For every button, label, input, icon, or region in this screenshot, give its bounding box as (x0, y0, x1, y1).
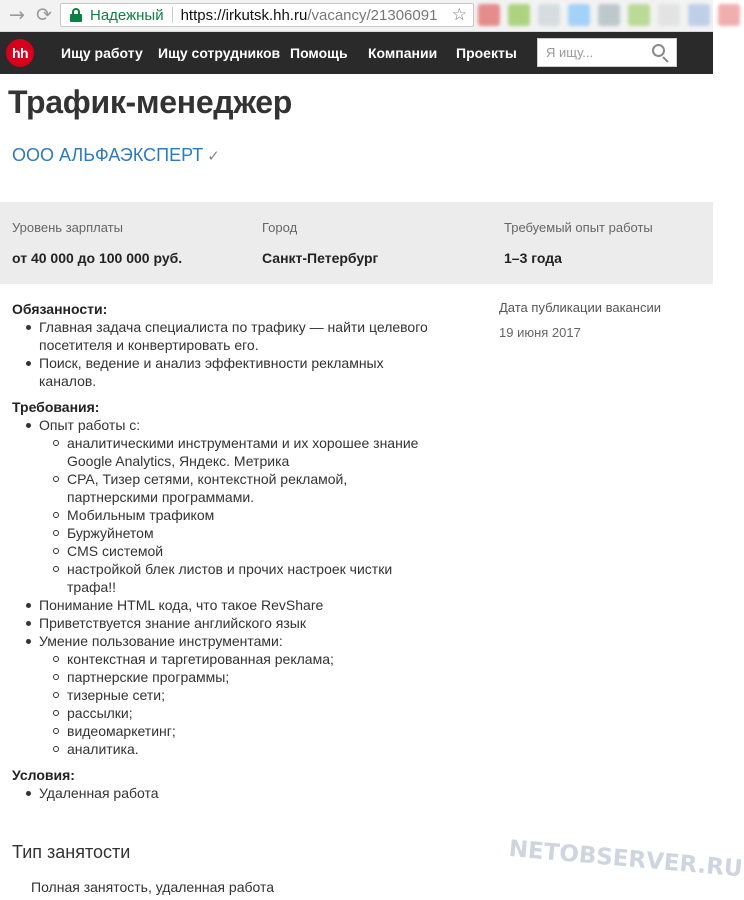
publication-date: 19 июня 2017 (499, 325, 581, 340)
requirements-list (12, 416, 432, 758)
vacancy-info-band (0, 202, 713, 284)
reload-icon[interactable]: ⟳ (36, 4, 52, 26)
site-header (0, 32, 713, 74)
list-item (12, 416, 432, 596)
extension-icon[interactable] (568, 4, 590, 26)
city-label: Город (262, 220, 298, 235)
salary-label: Уровень зарплаты (12, 220, 123, 235)
sublist-item: Буржуйнетом (39, 524, 432, 542)
address-bar[interactable] (60, 3, 474, 27)
sublist-item: Мобильным трафиком (39, 506, 432, 524)
experience-sublist (39, 434, 432, 596)
conditions-heading: Условия: (12, 767, 75, 783)
sublist-item: аналитическими инструментами и их хорошее знание Google Analytics, Яндекс. Метрика (39, 434, 432, 470)
extension-icon[interactable] (688, 4, 710, 26)
experience-block (504, 220, 653, 266)
extension-icon[interactable] (658, 4, 680, 26)
menu-item-companies[interactable]: Компании (368, 45, 438, 61)
menu-item-find-job[interactable]: Ищу работу (61, 45, 143, 61)
extension-icon[interactable] (538, 4, 560, 26)
list-item-text: Опыт работы с: (39, 417, 141, 433)
list-item: Удаленная работа (12, 784, 432, 802)
list-item (12, 632, 432, 758)
requirements-heading: Требования: (12, 399, 100, 415)
search-input[interactable] (546, 45, 656, 60)
company-link[interactable] (12, 145, 220, 166)
menu-item-find-employees[interactable]: Ищу сотрудников (158, 45, 281, 61)
search-icon[interactable] (652, 44, 670, 62)
publication-info (499, 300, 661, 340)
browser-toolbar (0, 0, 713, 32)
url-path: /vacancy/21306091 (307, 6, 438, 24)
sublist-item: CPA, Тизер сетями, контекстной рекламой, партнерскими программами. (39, 470, 432, 506)
salary-value: от 40 000 до 100 000 руб. (12, 250, 183, 266)
sublist-item: тизерные сети; (39, 686, 432, 704)
back-arrow-icon[interactable]: → (9, 4, 25, 26)
sublist-item: CMS системой (39, 542, 432, 560)
sublist-item: контекстная и таргетированная реклама; (39, 650, 432, 668)
menu-item-projects[interactable]: Проекты (456, 45, 517, 61)
conditions-list (12, 784, 432, 802)
verified-check-icon: ✓ (207, 147, 220, 165)
experience-label: Требуемый опыт работы (504, 220, 653, 235)
tools-sublist (39, 650, 432, 758)
extension-icon[interactable] (628, 4, 650, 26)
company-name[interactable]: ООО АЛЬФАЭКСПЕРТ (12, 145, 204, 165)
vacancy-title: Трафик-менеджер (8, 84, 293, 120)
publication-label: Дата публикации вакансии (499, 300, 661, 315)
city-value: Санкт-Петербург (262, 250, 379, 266)
sublist-item: видеомаркетинг; (39, 722, 432, 740)
site-search (537, 38, 677, 67)
list-item: Главная задача специалиста по трафику — найти целевого посетителя и конвертировать его. (12, 318, 432, 354)
extension-icon[interactable] (478, 4, 500, 26)
hh-logo[interactable]: hh (6, 39, 34, 67)
list-item-text: Умение пользование инструментами: (39, 633, 283, 649)
list-item: Поиск, ведение и анализ эффективности рекламных каналов. (12, 354, 432, 390)
extension-icon[interactable] (508, 4, 530, 26)
city-block (262, 220, 378, 266)
list-item: Понимание HTML кода, что такое RevShare (12, 596, 432, 614)
list-item: Приветствуется знание английского язык (12, 614, 432, 632)
sublist-item: аналитика. (39, 740, 432, 758)
employment-value: Полная занятость, удаленная работа (31, 879, 275, 895)
employment-heading: Тип занятости (12, 842, 131, 862)
duties-heading: Обязанности: (12, 301, 108, 317)
sublist-item: настройкой блек листов и прочих настроек чистки трафа!! (39, 560, 432, 596)
url-host: https://irkutsk.hh.ru (180, 6, 308, 24)
salary-block (12, 220, 182, 266)
sublist-item: партнерские программы; (39, 668, 432, 686)
lock-icon (70, 8, 82, 22)
star-icon[interactable]: ☆ (451, 5, 467, 25)
secure-label: Надежный (90, 6, 164, 24)
extension-icon[interactable] (718, 4, 740, 26)
duties-list (12, 318, 432, 390)
extension-icon[interactable] (598, 4, 620, 26)
extension-icons (478, 4, 740, 26)
experience-value: 1–3 года (504, 250, 562, 266)
menu-item-help[interactable]: Помощь (290, 45, 348, 61)
vacancy-description (12, 300, 432, 802)
watermark: NETOBSERVER.RU (507, 836, 744, 883)
sublist-item: рассылки; (39, 704, 432, 722)
